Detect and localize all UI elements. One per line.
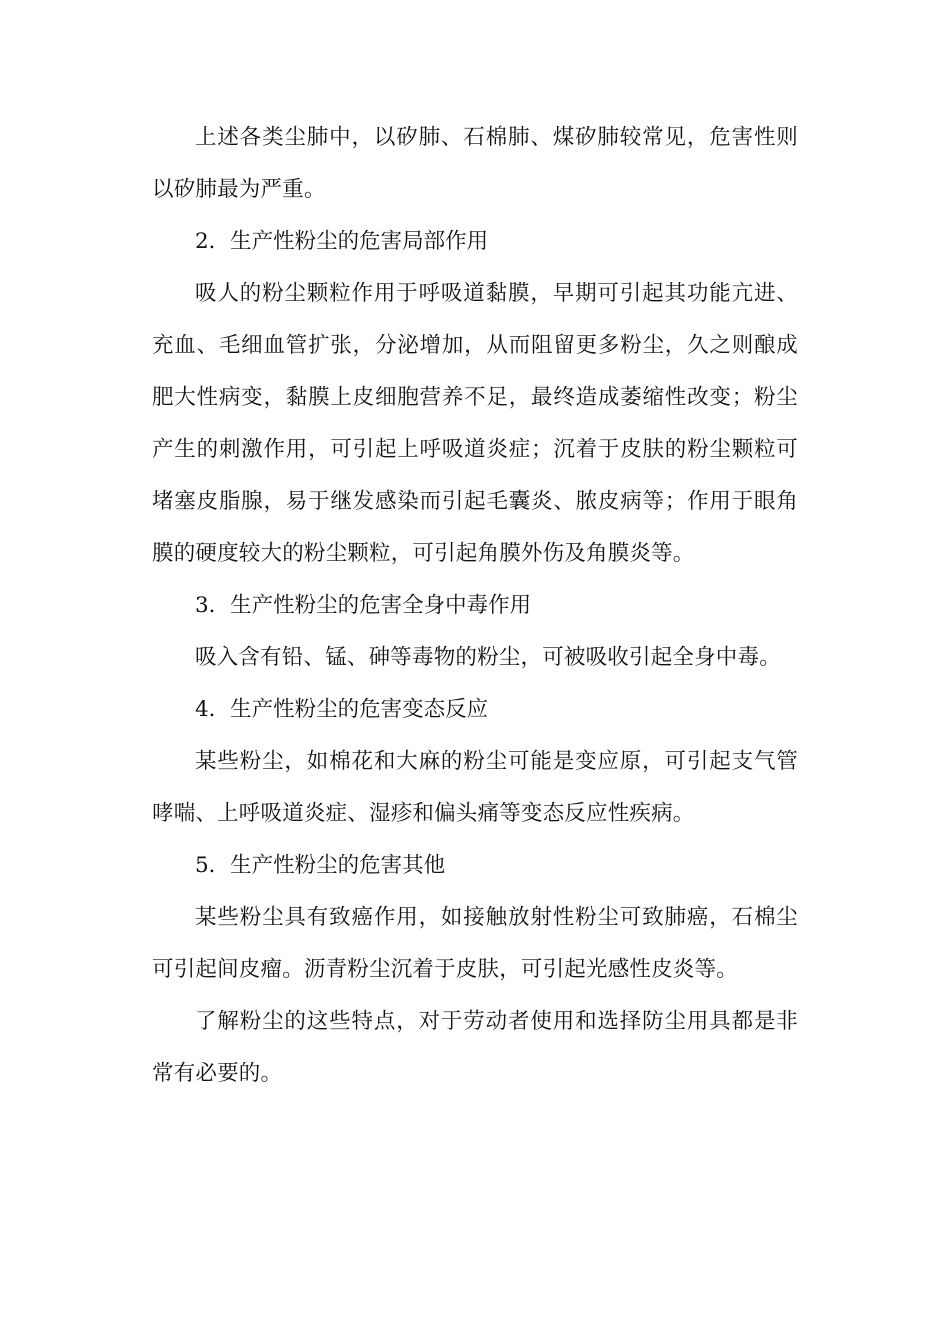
paragraph-silicosis-summary: 上述各类尘肺中，以矽肺、石棉肺、煤矽肺较常见，危害性则以矽肺最为严重。: [152, 125, 798, 202]
paragraph-systemic-poisoning: 吸入含有铅、锰、砷等毒物的粉尘，可被吸收引起全身中毒。: [195, 645, 781, 670]
heading-other-effects: 5．生产性粉尘的危害其他: [195, 853, 446, 878]
paragraph-allergic-reaction: 某些粉尘，如棉花和大麻的粉尘可能是变应原，可引起支气管哮喘、上呼吸道炎症、湿疹和偏头痛等变态反应性疾病。: [152, 749, 798, 826]
heading-systemic-poisoning: 3．生产性粉尘的危害全身中毒作用: [195, 593, 532, 618]
heading-local-effects: 2．生产性粉尘的危害局部作用: [195, 229, 489, 254]
paragraph-local-effects: 吸人的粉尘颗粒作用于呼吸道黏膜，早期可引起其功能亢进、充血、毛细血管扩张，分泌增加，从而阻留更多粉尘，久之则酿成肥大性病变，黏膜上皮细胞营养不足，最终造成萎缩性改变；粉尘产生的刺激作用，可引起上呼吸道炎症；沉着于皮肤的粉尘颗粒可堵塞皮脂腺，易于继发感染而引起毛囊炎、脓皮病等；作用于眼角膜的硬度较大的粉尘颗粒，可引起角膜外伤及角膜炎等。: [152, 281, 798, 566]
paragraph-other-effects: 某些粉尘具有致癌作用，如接触放射性粉尘可致肺癌，石棉尘可引起间皮瘤。沥青粉尘沉着于皮肤，可引起光感性皮炎等。: [152, 905, 798, 982]
heading-allergic-reaction: 4．生产性粉尘的危害变态反应: [195, 697, 489, 722]
document-body: [152, 112, 798, 1100]
paragraph-conclusion: 了解粉尘的这些特点，对于劳动者使用和选择防尘用具都是非常有必要的。: [152, 1009, 798, 1086]
